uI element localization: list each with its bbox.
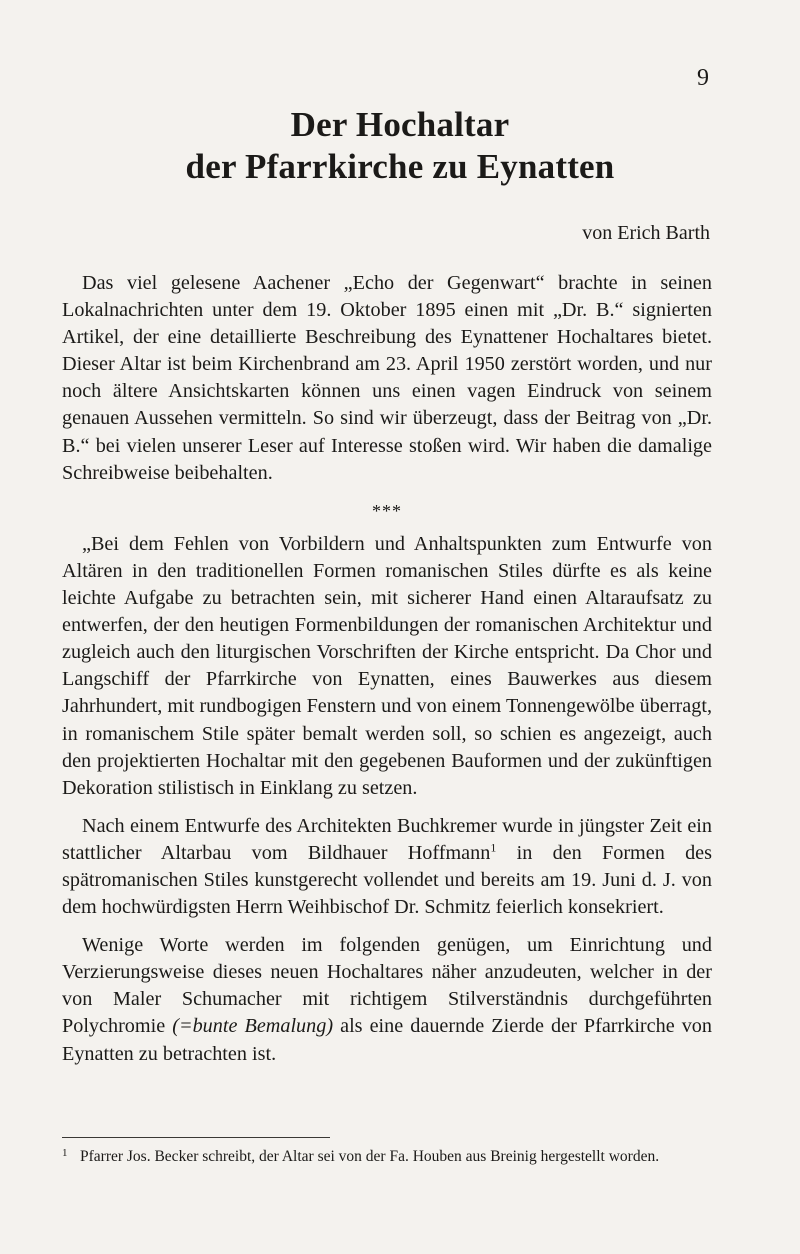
author-byline: von Erich Barth <box>582 222 710 244</box>
quoted-paragraph-3-text-b: als eine dauernde Zierde der Pfarrkirche von Eynatten zu betrachten ist. <box>62 1015 712 1065</box>
page-number: 9 <box>697 65 709 91</box>
intro-paragraph: Das viel gelesene Aachener „Echo der Gegenwart“ brachte in seinen Lokalnachrichten unter dem 19. Oktober 1895 einen mit „Dr. B.“ signierten Artikel, der eine detaillierte Beschreibung des Eynattener Hochaltares bietet. Dieser Altar ist beim Kirchenbrand am 23. April 1950 zerstört worden, und nur noch ältere Ansichtskarten können uns einen vagen Eindruck von seinem genauen Aussehen vermitteln. So sind wir überzeugt, dass der Beitrag von „Dr. B.“ bei vielen unserer Leser auf Interesse stoßen wird. Wir haben die damalige Schreibweise beibehalten. <box>62 272 712 484</box>
footnote-text: Pfarrer Jos. Becker schreibt, der Altar sei von der Fa. Houben aus Breinig hergestellt worden. <box>80 1148 660 1165</box>
quoted-paragraph-2-text-b: in den Formen des spätromanischen Stiles kunstgerecht vollendet und bereits am 19. Juni d. J. von dem hochwürdigsten Herrn Weihbischof Dr. Schmitz feierlich konsekriert. <box>62 841 712 919</box>
footnote-mark: 1 <box>62 1147 68 1159</box>
quoted-paragraph-3-text-a: Wenige Worte werden im folgenden genügen, um Einrichtung und Verzierungsweise dieses neuen Hochaltares näher anzudeuten, welcher in der von Maler Schumacher mit richtigem Stilverständnis durchgeführten Polychromie <box>62 934 712 1038</box>
quoted-paragraph-3 <box>62 932 712 1067</box>
footnote-rule <box>62 1137 330 1138</box>
quoted-paragraph-2 <box>62 813 712 921</box>
article-body <box>62 270 712 1079</box>
article-title-line-2: der Pfarrkirche zu Eynatten <box>185 147 615 186</box>
footnote-reference: 1 <box>490 840 497 855</box>
section-separator: *** <box>372 500 402 521</box>
footnote <box>62 1146 710 1167</box>
quoted-paragraph-2-text-a: Nach einem Entwurfe des Architekten Buchkremer wurde in jüngster Zeit ein stattlicher Altarbau vom Bildhauer Hoffmann <box>62 814 712 864</box>
article-title <box>0 104 800 188</box>
article-title-line-1: Der Hochaltar <box>290 105 510 144</box>
italic-gloss: (=bunte Bemalung) <box>172 1015 334 1038</box>
quoted-paragraph-1: „Bei dem Fehlen von Vorbildern und Anhaltspunkten zum Entwurfe von Altären in den traditionellen Formen romanischen Stiles dürfte es als keine leichte Aufgabe zu betrachten sein, mit sicherer Hand einen Altaraufsatz zu entwerfen, der den heutigen Formenbildungen der romanischen Architektur und zugleich auch den liturgischen Vorschriften der Kirche entspricht. Da Chor und Langschiff der Pfarrkirche von Eynatten, eines Bauwerkes aus diesem Jahrhundert, mit rundbogigen Fenstern und von einem Tonnengewölbe überragt, in romanischem Stile später bemalt werden soll, so schien es angezeigt, auch den projektierten Hochaltar mit den gegebenen Bauformen und der zukünftigen Dekoration stilistisch in Einklang zu setzen. <box>62 532 712 799</box>
